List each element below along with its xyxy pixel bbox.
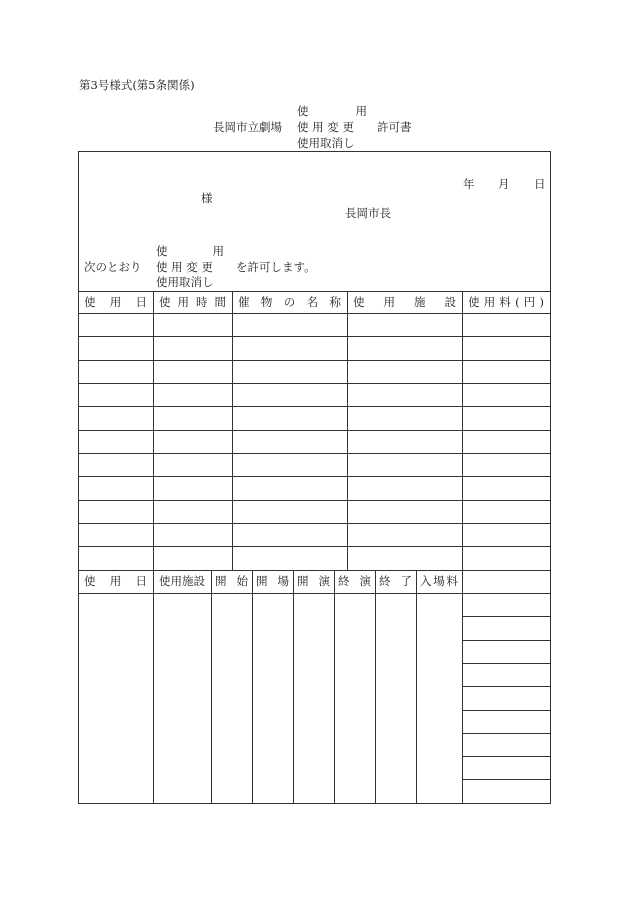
table1-row-line bbox=[78, 430, 551, 431]
table2-col-line bbox=[153, 570, 154, 803]
statement-option-cancel: 使用取消し bbox=[156, 275, 214, 289]
table2-header-cell: 終 演 bbox=[338, 574, 371, 588]
table1-top-line bbox=[78, 291, 551, 292]
table1-row-line bbox=[78, 523, 551, 524]
table1-header-cell: 使 用 施 設 bbox=[353, 295, 456, 309]
date-month: 月 bbox=[498, 177, 510, 191]
table1-row-line bbox=[78, 546, 551, 547]
title-suffix: 許可書 bbox=[377, 120, 412, 134]
table1-row-line bbox=[78, 383, 551, 384]
table2-header-cell: 終 了 bbox=[379, 574, 412, 588]
statement-option-change: 使 用 変 更 bbox=[156, 260, 213, 274]
table1-row-line bbox=[78, 570, 551, 571]
frame-top bbox=[78, 151, 551, 152]
table1-header-cell: 使 用 日 bbox=[84, 295, 147, 309]
title-option-cancel: 使用取消し bbox=[297, 136, 355, 150]
form-number: 第3号様式(第5条関係) bbox=[79, 78, 195, 92]
table1-header-cell: 使 用 時 間 bbox=[159, 295, 226, 309]
table2-fee-row-line bbox=[462, 640, 551, 641]
title-option-use bbox=[297, 106, 367, 118]
date-year: 年 bbox=[463, 177, 475, 191]
frame-bottom bbox=[78, 803, 551, 804]
table2-col-line bbox=[293, 570, 294, 803]
title-prefix: 長岡市立劇場 bbox=[213, 120, 282, 134]
frame-left bbox=[78, 151, 79, 804]
date-day: 日 bbox=[534, 177, 546, 191]
table1-row-line bbox=[78, 336, 551, 337]
table1-row-line bbox=[78, 360, 551, 361]
table1-row-line bbox=[78, 453, 551, 454]
table1-col-line bbox=[232, 291, 233, 570]
table1-row-line bbox=[78, 476, 551, 477]
table1-header-cell: 催 物 の 名 称 bbox=[238, 295, 341, 309]
table2-header-cell: 開 始 bbox=[215, 574, 248, 588]
table2-col-line bbox=[211, 570, 212, 803]
table1-header-cell: 使 用 料 ( 円 ) bbox=[468, 295, 544, 309]
table2-col-line bbox=[252, 570, 253, 803]
table2-header-cell: 使 用 施 設 bbox=[159, 574, 205, 588]
table2-fee-row-line bbox=[462, 710, 551, 711]
table2-fee-row-line bbox=[462, 779, 551, 780]
title-option-use-text: 使 用 bbox=[297, 104, 367, 118]
table2-fee-row-line bbox=[462, 686, 551, 687]
table2-fee-row-line bbox=[462, 733, 551, 734]
table2-header-cell: 使 用 日 bbox=[84, 574, 147, 588]
table1-col-line bbox=[153, 291, 154, 570]
table2-header-line bbox=[78, 593, 551, 594]
table2-fee-row-line bbox=[462, 663, 551, 664]
addressee-suffix: 様 bbox=[201, 191, 213, 205]
table2-col-line bbox=[416, 570, 417, 803]
table1-row-line bbox=[78, 313, 551, 314]
statement-option-use: 使 用 bbox=[156, 244, 224, 258]
issuer: 長岡市長 bbox=[345, 206, 391, 220]
table1-col-line bbox=[462, 291, 463, 570]
table1-row-line bbox=[78, 406, 551, 407]
table2-fee-row-line bbox=[462, 616, 551, 617]
statement-suffix: を許可します。 bbox=[236, 260, 316, 274]
table2-header-cell: 開 演 bbox=[297, 574, 330, 588]
table1-row-line bbox=[78, 500, 551, 501]
table2-col-line bbox=[375, 570, 376, 803]
table2-fee-row-line bbox=[462, 756, 551, 757]
table2-header-cell: 入 場 料 bbox=[420, 574, 458, 588]
frame-right bbox=[550, 151, 551, 804]
table1-col-line bbox=[347, 291, 348, 570]
table2-col-line bbox=[334, 570, 335, 803]
statement-prefix: 次のとおり bbox=[84, 260, 142, 274]
table2-header-cell: 開 場 bbox=[256, 574, 289, 588]
title-option-change: 使 用 変 更 bbox=[297, 120, 354, 134]
